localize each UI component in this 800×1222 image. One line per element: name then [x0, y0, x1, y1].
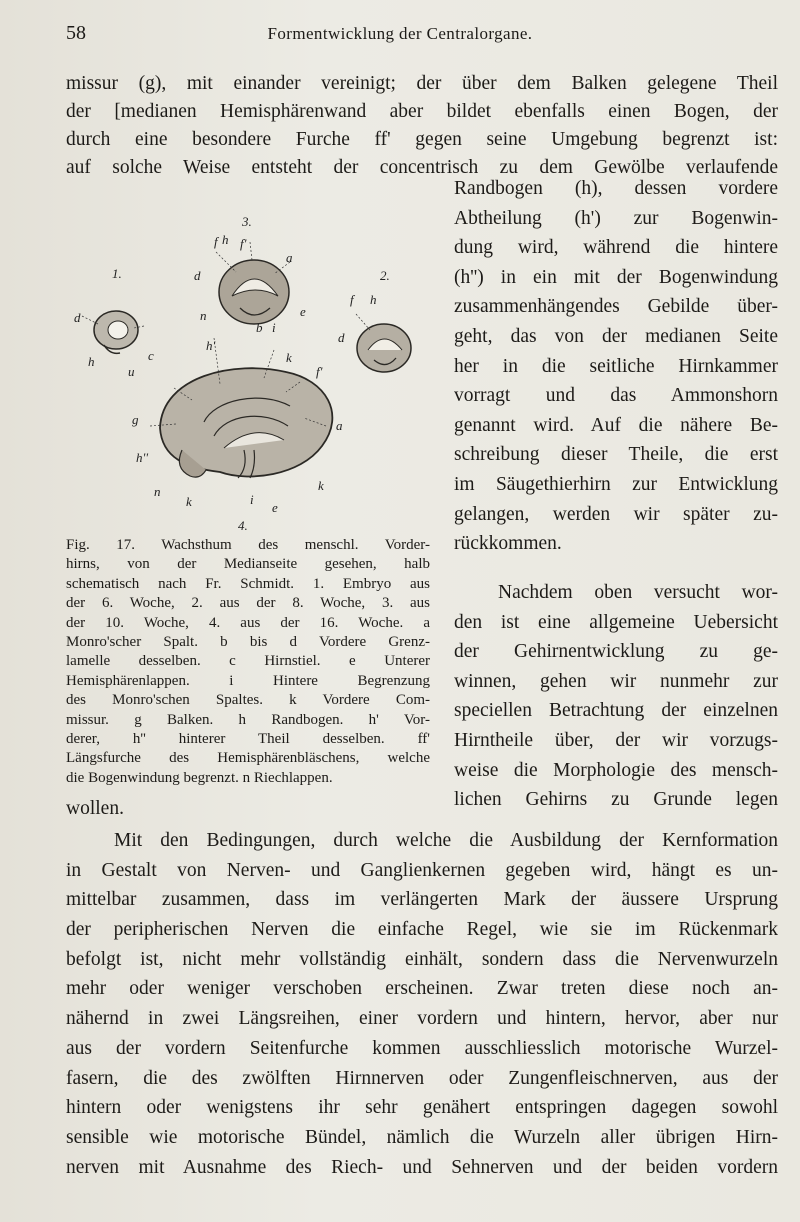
- caption-line: Hemisphärenlappen. i Hintere Begrenzung: [66, 672, 430, 689]
- text-line: weise die Morphologie des mensch-: [454, 759, 778, 781]
- text-line: genannt wird. Auf die nähere Be-: [454, 414, 778, 436]
- text-line: vorragt und das Ammonshorn: [454, 385, 778, 407]
- fig-label-n: n: [200, 308, 207, 323]
- text-line: winnen, gehen wir nunmehr zur: [454, 670, 778, 692]
- right-column-text-2: [454, 578, 778, 815]
- text-line: hintern oder wenigstens ihr sehr genähert entspringen dagegen sowohl: [66, 1097, 778, 1119]
- text-line: durch eine besondere Furche ff' gegen seine Umgebung begrenzt ist:: [66, 129, 778, 150]
- fig-label-4: 4.: [238, 518, 248, 532]
- fig-label-h: h: [222, 232, 229, 247]
- text-line: im Säugethierhirn zur Entwicklung: [454, 473, 778, 495]
- text-line: speciellen Betrachtung der einzelnen: [454, 700, 778, 722]
- text-line: (h'') in ein mit der Bogenwindung: [454, 266, 778, 288]
- text-line: auf solche Weise entsteht der concentrisch zu dem Gewölbe verlaufende: [66, 157, 778, 178]
- fig-label-k: k: [186, 494, 192, 509]
- text-line: der [medianen Hemisphärenwand aber bildet ebenfalls einen Bogen, der: [66, 101, 778, 122]
- fig-label-f: f: [350, 292, 354, 307]
- caption-line: die Bogenwindung begrenzt. n Riechlappen.: [66, 769, 333, 786]
- caption-line: Längsfurche des Hemisphärenbläschens, welche: [66, 750, 430, 767]
- fig-label-d: d: [194, 268, 201, 283]
- fig-label-a: a: [336, 418, 343, 433]
- caption-line: schematisch nach Fr. Schmidt. 1. Embryo aus: [66, 575, 430, 592]
- text-line: der peripherischen Nerven die einfache Regel, wie sie im Rückenmark: [66, 919, 778, 941]
- right-column-text-1: [454, 174, 778, 559]
- paragraph-bottom: [66, 826, 778, 1182]
- caption-line: missur. g Balken. h Randbogen. h' Vor-: [66, 711, 430, 728]
- fig-label-k: k: [286, 350, 292, 365]
- text-line: mittelbar zusammen, dass im verlängerten Mark der äussere Ursprung: [66, 889, 778, 911]
- fig-label-e: e: [272, 500, 278, 515]
- text-line: Mit den Bedingungen, durch welche die Ausbildung der Kernformation: [114, 830, 778, 851]
- text-line: in Gestalt von Nerven- und Ganglienkernen gegeben wird, hängt es un-: [66, 859, 778, 881]
- fig-label-f: f: [214, 234, 218, 249]
- text-line: der Gehirnentwicklung zu ge-: [454, 641, 778, 663]
- text-line: her in die seitliche Hirnkammer: [454, 355, 778, 377]
- text-line: geht, das von der medianen Seite: [454, 325, 778, 347]
- text-line: aus der vordern Seitenfurche kommen ausschliesslich motorische Wurzel-: [66, 1037, 778, 1059]
- text-line: Randbogen (h), dessen vordere: [454, 178, 778, 199]
- fig-label-f-prime: f': [240, 236, 247, 251]
- fig-label-g: g: [132, 412, 139, 427]
- fig-label-f-prime: f': [316, 364, 323, 379]
- fig-label-c: c: [148, 348, 154, 363]
- caption-line: lamelle desselben. c Hirnstiel. e Unterer: [66, 653, 430, 670]
- text-line: rückkommen.: [454, 533, 562, 555]
- text-line: schreibung dieser Theile, die erst: [454, 444, 778, 466]
- text-line: nähernd in zwei Längsreihen, einer vordern und hintern, hervor, aber nur: [66, 1008, 778, 1030]
- fig-label-d: d: [338, 330, 345, 345]
- fig-label-b: b: [256, 320, 263, 335]
- text-line: missur (g), mit einander vereinigt; der über dem Balken gelegene Theil: [66, 73, 778, 94]
- fig-label-i: i: [250, 492, 254, 507]
- text-line: lichen Gehirns zu Grunde legen: [454, 789, 778, 811]
- fig-label-e: e: [300, 304, 306, 319]
- paragraph-top: [66, 70, 778, 182]
- text-line: sensible wie motorische Bündel, nämlich die Wurzeln aller übrigen Hirn-: [66, 1126, 778, 1148]
- fig-label-h: h: [88, 354, 95, 369]
- brain-stage-3: [219, 260, 289, 324]
- caption-line: des Monro'schen Spaltes. k Vordere Com-: [66, 692, 430, 709]
- fig-label-3: 3.: [242, 214, 252, 229]
- text-line: mehr oder weniger verschoben erscheinen. Zwar treten diese noch an-: [66, 978, 778, 1000]
- text-line: dung wird, während die hintere: [454, 237, 778, 259]
- fig-label-u: u: [128, 364, 135, 379]
- fig-label-n: n: [154, 484, 161, 499]
- text-line: befolgt ist, nicht mehr vollständig einhält, sondern dass die Nervenwurzeln: [66, 948, 778, 970]
- fig-label-d: d: [74, 310, 81, 325]
- caption-line: der 6. Woche, 2. aus der 8. Woche, 3. aus: [66, 595, 430, 612]
- fig-label-h-prime: h': [206, 338, 216, 353]
- text-line: Hirntheile über, der wir vorzugs-: [454, 729, 778, 751]
- fig-label-k: k: [318, 478, 324, 493]
- text-line: Nachdem oben versucht wor-: [498, 582, 778, 603]
- text-line: fasern, die des zwölften Hirnnerven oder Zungenfleischnerven, aus der: [66, 1067, 778, 1089]
- text-line: gelangen, werden wir später zu-: [454, 503, 778, 525]
- fig-label-h-double-prime: h'': [136, 450, 149, 465]
- caption-line: Fig. 17. Wachsthum des menschl. Vorder-: [66, 537, 430, 553]
- caption-line: derer, h'' hinterer Theil desselben. ff': [66, 730, 430, 747]
- text-line: zusammenhängendes Gebilde über-: [454, 296, 778, 318]
- text-line: den ist eine allgemeine Uebersicht: [454, 611, 778, 633]
- brain-stage-4: [160, 368, 332, 478]
- brain-stage-1: [94, 311, 138, 353]
- caption-line: der 10. Woche, 4. aus der 16. Woche. a: [66, 614, 430, 631]
- figure-17-brain-illustration: [64, 200, 436, 532]
- fig-label-2: 2.: [380, 268, 390, 283]
- page-number: 58: [66, 22, 86, 44]
- figure-caption: [66, 536, 430, 788]
- text-line-wollen: wollen.: [66, 798, 124, 819]
- fig-label-1: 1.: [112, 266, 122, 281]
- fig-label-h: h: [370, 292, 377, 307]
- running-title: Formentwicklung der Centralorgane.: [267, 24, 533, 43]
- text-line: nerven mit Ausnahme des Riech- und Sehnerven und der beiden vordern: [66, 1156, 778, 1178]
- fig-label-a: a: [286, 250, 293, 265]
- brain-stage-2: [357, 324, 411, 372]
- caption-line: Monro'scher Spalt. b bis d Vordere Grenz-: [66, 633, 430, 650]
- text-line: Abtheilung (h') zur Bogenwin-: [454, 207, 778, 229]
- caption-line: hirns, von der Medianseite gesehen, halb: [66, 556, 430, 573]
- fig-label-i: i: [272, 320, 276, 335]
